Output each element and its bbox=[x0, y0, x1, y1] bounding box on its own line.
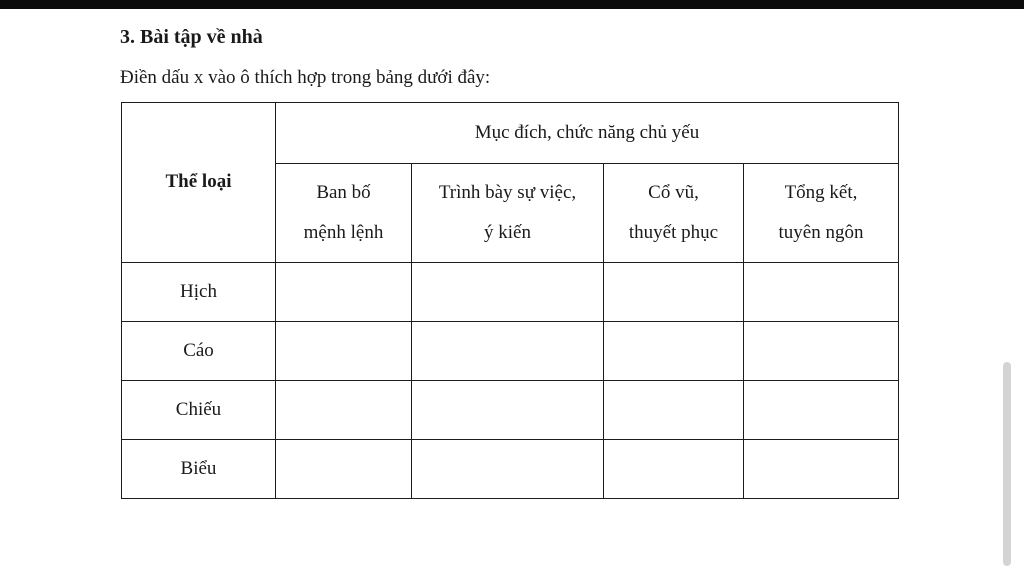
answer-cell[interactable] bbox=[744, 440, 899, 499]
answer-cell[interactable] bbox=[276, 263, 412, 322]
answer-cell[interactable] bbox=[412, 263, 604, 322]
genre-header: Thể loại bbox=[122, 103, 276, 263]
answer-cell[interactable] bbox=[276, 381, 412, 440]
column-header-co-vu: Cổ vũ, thuyết phục bbox=[604, 164, 744, 263]
document-page bbox=[0, 9, 1024, 566]
answer-cell[interactable] bbox=[412, 381, 604, 440]
column-header-ban-bo: Ban bố mệnh lệnh bbox=[276, 164, 412, 263]
row-genre-label: Biểu bbox=[122, 440, 276, 499]
section-heading: 3. Bài tập về nhà bbox=[120, 26, 263, 48]
answer-cell[interactable] bbox=[744, 322, 899, 381]
table-row bbox=[122, 440, 899, 499]
answer-table bbox=[121, 102, 899, 499]
answer-cell[interactable] bbox=[412, 440, 604, 499]
top-bar bbox=[0, 0, 1024, 9]
purpose-header: Mục đích, chức năng chủ yếu bbox=[276, 103, 899, 164]
row-genre-label: Cáo bbox=[122, 322, 276, 381]
row-genre-label: Chiếu bbox=[122, 381, 276, 440]
answer-cell[interactable] bbox=[744, 381, 899, 440]
table-row bbox=[122, 381, 899, 440]
answer-cell[interactable] bbox=[412, 322, 604, 381]
table-row bbox=[122, 322, 899, 381]
vertical-scrollbar[interactable] bbox=[1003, 362, 1011, 566]
column-header-tong-ket: Tổng kết, tuyên ngôn bbox=[744, 164, 899, 263]
row-genre-label: Hịch bbox=[122, 263, 276, 322]
column-header-trinh-bay: Trình bày sự việc, ý kiến bbox=[412, 164, 604, 263]
answer-cell[interactable] bbox=[604, 263, 744, 322]
instruction-text: Điền dấu x vào ô thích hợp trong bảng dưới đây: bbox=[120, 67, 491, 88]
answer-cell[interactable] bbox=[276, 440, 412, 499]
answer-cell[interactable] bbox=[604, 381, 744, 440]
answer-cell[interactable] bbox=[744, 263, 899, 322]
answer-cell[interactable] bbox=[276, 322, 412, 381]
answer-cell[interactable] bbox=[604, 440, 744, 499]
table-row bbox=[122, 263, 899, 322]
answer-cell[interactable] bbox=[604, 322, 744, 381]
